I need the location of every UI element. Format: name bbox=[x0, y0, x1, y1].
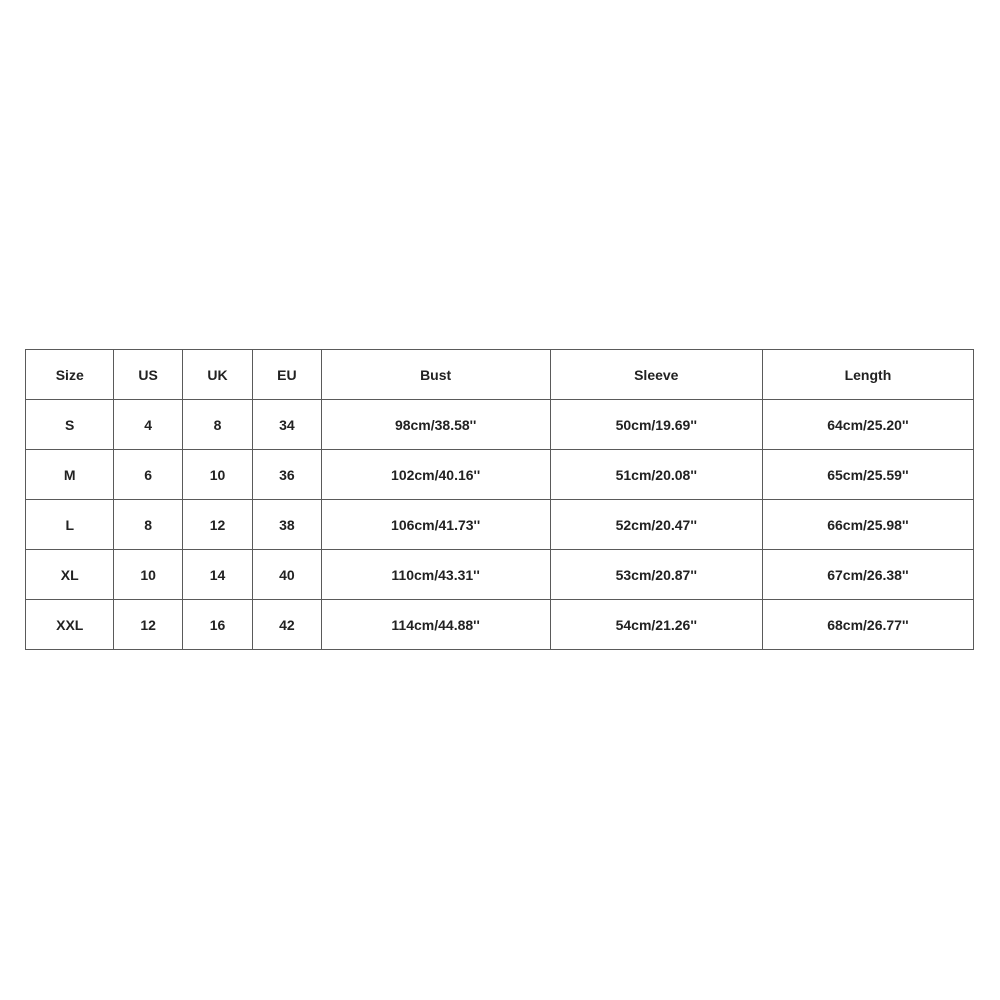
size-chart-table bbox=[25, 349, 974, 650]
header-sleeve: Sleeve bbox=[550, 350, 762, 400]
cell-sleeve: 51cm/20.08'' bbox=[550, 450, 762, 500]
cell-eu: 40 bbox=[253, 550, 321, 600]
cell-us: 6 bbox=[114, 450, 182, 500]
table-row bbox=[26, 550, 974, 600]
cell-length: 65cm/25.59'' bbox=[762, 450, 973, 500]
cell-eu: 42 bbox=[253, 600, 321, 650]
cell-size: XXL bbox=[26, 600, 114, 650]
header-us: US bbox=[114, 350, 182, 400]
table-row bbox=[26, 450, 974, 500]
cell-length: 68cm/26.77'' bbox=[762, 600, 973, 650]
cell-sleeve: 50cm/19.69'' bbox=[550, 400, 762, 450]
header-bust: Bust bbox=[321, 350, 550, 400]
cell-sleeve: 54cm/21.26'' bbox=[550, 600, 762, 650]
cell-length: 67cm/26.38'' bbox=[762, 550, 973, 600]
cell-uk: 16 bbox=[182, 600, 252, 650]
header-uk: UK bbox=[182, 350, 252, 400]
cell-us: 10 bbox=[114, 550, 182, 600]
table-row bbox=[26, 600, 974, 650]
cell-us: 4 bbox=[114, 400, 182, 450]
cell-bust: 114cm/44.88'' bbox=[321, 600, 550, 650]
table-row bbox=[26, 400, 974, 450]
table-row bbox=[26, 500, 974, 550]
cell-length: 66cm/25.98'' bbox=[762, 500, 973, 550]
cell-bust: 106cm/41.73'' bbox=[321, 500, 550, 550]
cell-uk: 8 bbox=[182, 400, 252, 450]
cell-us: 12 bbox=[114, 600, 182, 650]
cell-length: 64cm/25.20'' bbox=[762, 400, 973, 450]
cell-bust: 110cm/43.31'' bbox=[321, 550, 550, 600]
cell-size: S bbox=[26, 400, 114, 450]
cell-uk: 14 bbox=[182, 550, 252, 600]
cell-sleeve: 53cm/20.87'' bbox=[550, 550, 762, 600]
cell-us: 8 bbox=[114, 500, 182, 550]
header-length: Length bbox=[762, 350, 973, 400]
table-header-row bbox=[26, 350, 974, 400]
cell-bust: 102cm/40.16'' bbox=[321, 450, 550, 500]
cell-eu: 36 bbox=[253, 450, 321, 500]
cell-sleeve: 52cm/20.47'' bbox=[550, 500, 762, 550]
header-eu: EU bbox=[253, 350, 321, 400]
cell-size: M bbox=[26, 450, 114, 500]
header-size: Size bbox=[26, 350, 114, 400]
cell-size: XL bbox=[26, 550, 114, 600]
cell-uk: 12 bbox=[182, 500, 252, 550]
cell-size: L bbox=[26, 500, 114, 550]
cell-eu: 34 bbox=[253, 400, 321, 450]
cell-eu: 38 bbox=[253, 500, 321, 550]
cell-bust: 98cm/38.58'' bbox=[321, 400, 550, 450]
cell-uk: 10 bbox=[182, 450, 252, 500]
